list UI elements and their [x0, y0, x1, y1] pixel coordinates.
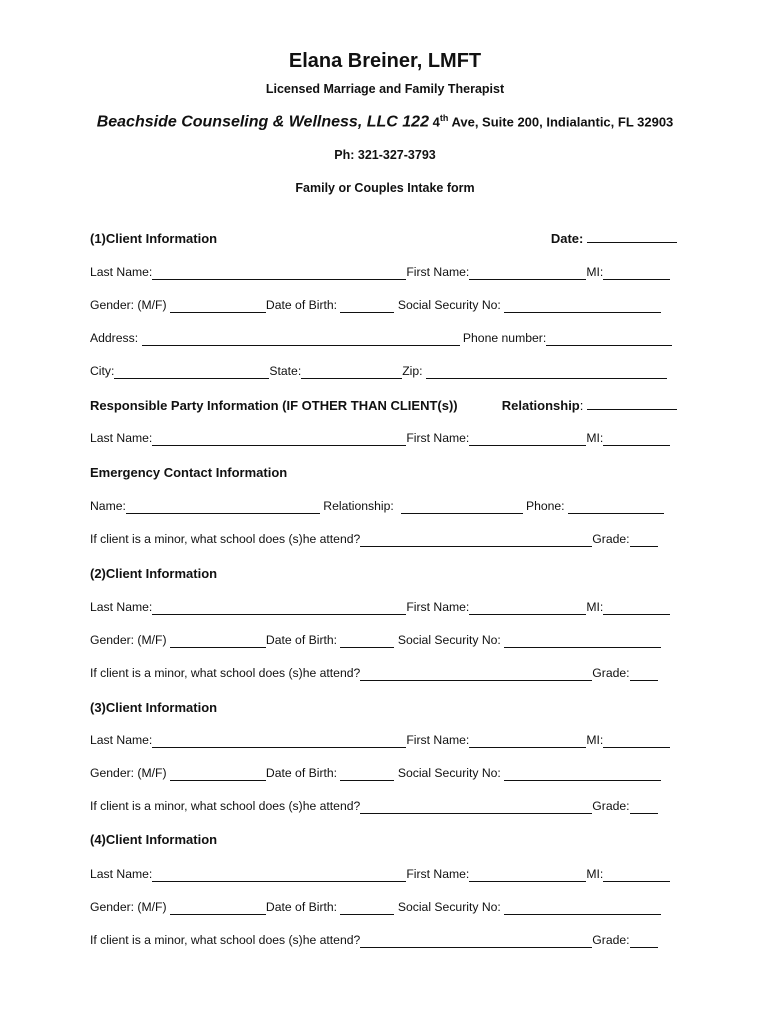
client3-gender-field[interactable] [170, 769, 266, 781]
client1-gender-field[interactable] [170, 301, 266, 313]
client2-last-name-field[interactable] [152, 603, 406, 615]
client1-city-field[interactable] [114, 367, 269, 379]
responsible-mi-field[interactable] [603, 434, 670, 446]
client1-zip-field[interactable] [426, 367, 667, 379]
date-field[interactable] [587, 231, 677, 243]
client4-name-row: Last Name: First Name: MI: [90, 867, 677, 882]
responsible-last-name-field[interactable] [152, 434, 406, 446]
client4-last-name-field[interactable] [152, 870, 406, 882]
client4-heading: (4)Client Information [90, 832, 218, 847]
client3-heading: (3)Client Information [90, 700, 218, 715]
client4-dob-field[interactable] [340, 903, 394, 915]
business-address: Beachside Counseling & Wellness, LLC 122 4th Ave, Suite 200, Indialantic, FL 32903 [96, 113, 674, 131]
client3-dob-field[interactable] [340, 769, 394, 781]
address-rest: Ave, Suite 200, Indialantic, FL 32903 [451, 114, 674, 130]
client4-school-row: If client is a minor, what school does (s)he attend? Grade: [90, 933, 677, 948]
client1-first-name-field[interactable] [469, 268, 586, 280]
client2-grade-field[interactable] [630, 669, 658, 681]
client2-ssn-field[interactable] [504, 636, 661, 648]
client2-school-field[interactable] [360, 669, 592, 681]
client1-grade-field[interactable] [630, 535, 658, 547]
emergency-phone-field[interactable] [568, 502, 664, 514]
emergency-relationship-field[interactable] [401, 502, 523, 514]
client1-state-field[interactable] [301, 367, 402, 379]
client1-school-row: If client is a minor, what school does (s)he attend? Grade: [90, 532, 677, 547]
client3-school-row: If client is a minor, what school does (s)he attend? Grade: [90, 799, 677, 814]
client3-last-name-field[interactable] [152, 736, 406, 748]
responsible-first-name-field[interactable] [469, 434, 586, 446]
client4-gender-row: Gender: (M/F) Date of Birth: Social Security No: [90, 900, 677, 915]
emergency-heading: Emergency Contact Information [90, 465, 288, 480]
client1-phone-field[interactable] [546, 334, 672, 346]
client3-name-row: Last Name: First Name: MI: [90, 733, 677, 748]
client2-first-name-field[interactable] [469, 603, 586, 615]
client1-city-row: City: State: Zip: [90, 364, 677, 379]
client4-gender-field[interactable] [170, 903, 266, 915]
client3-school-field[interactable] [360, 802, 592, 814]
client2-heading: (2)Client Information [90, 566, 218, 581]
client4-grade-field[interactable] [630, 936, 658, 948]
responsible-relationship-field[interactable] [587, 398, 677, 410]
client1-last-name-field[interactable] [152, 268, 406, 280]
client3-grade-field[interactable] [630, 802, 658, 814]
client1-address-row: Address: Phone number: [90, 331, 677, 346]
client4-first-name-field[interactable] [469, 870, 586, 882]
client4-mi-field[interactable] [603, 870, 670, 882]
client1-school-field[interactable] [360, 535, 592, 547]
client1-dob-field[interactable] [340, 301, 394, 313]
client1-address-field[interactable] [142, 334, 460, 346]
client4-ssn-field[interactable] [504, 903, 661, 915]
client3-mi-field[interactable] [603, 736, 670, 748]
client1-gender-row: Gender: (M/F) Date of Birth: Social Security No: [90, 298, 677, 313]
phone-number: Ph: 321-327-3793 [334, 148, 436, 162]
client2-gender-field[interactable] [170, 636, 266, 648]
emergency-name-field[interactable] [126, 502, 320, 514]
client2-mi-field[interactable] [603, 603, 670, 615]
client1-ssn-field[interactable] [504, 301, 661, 313]
client2-dob-field[interactable] [340, 636, 394, 648]
client1-heading: (1)Client Information Date: [90, 231, 677, 246]
responsible-heading: Responsible Party Information (IF OTHER THAN CLIENT(s)) Relationship: [90, 398, 677, 413]
client2-gender-row: Gender: (M/F) Date of Birth: Social Security No: [90, 633, 677, 648]
client3-first-name-field[interactable] [469, 736, 586, 748]
therapist-name: Elana Breiner, LMFT [288, 50, 482, 72]
client3-gender-row: Gender: (M/F) Date of Birth: Social Security No: [90, 766, 677, 781]
firm-name: Beachside Counseling & Wellness, LLC 122 [96, 113, 429, 131]
client3-ssn-field[interactable] [504, 769, 661, 781]
client2-school-row: If client is a minor, what school does (s)he attend? Grade: [90, 666, 677, 681]
emergency-row: Name: Relationship: Phone: [90, 499, 677, 514]
client1-mi-field[interactable] [603, 268, 670, 280]
client1-name-row: Last Name: First Name: MI: [90, 265, 677, 280]
client4-school-field[interactable] [360, 936, 592, 948]
form-title: Family or Couples Intake form [295, 181, 475, 195]
responsible-name-row: Last Name: First Name: MI: [90, 431, 677, 446]
client2-name-row: Last Name: First Name: MI: [90, 600, 677, 615]
license-title: Licensed Marriage and Family Therapist [265, 82, 505, 96]
